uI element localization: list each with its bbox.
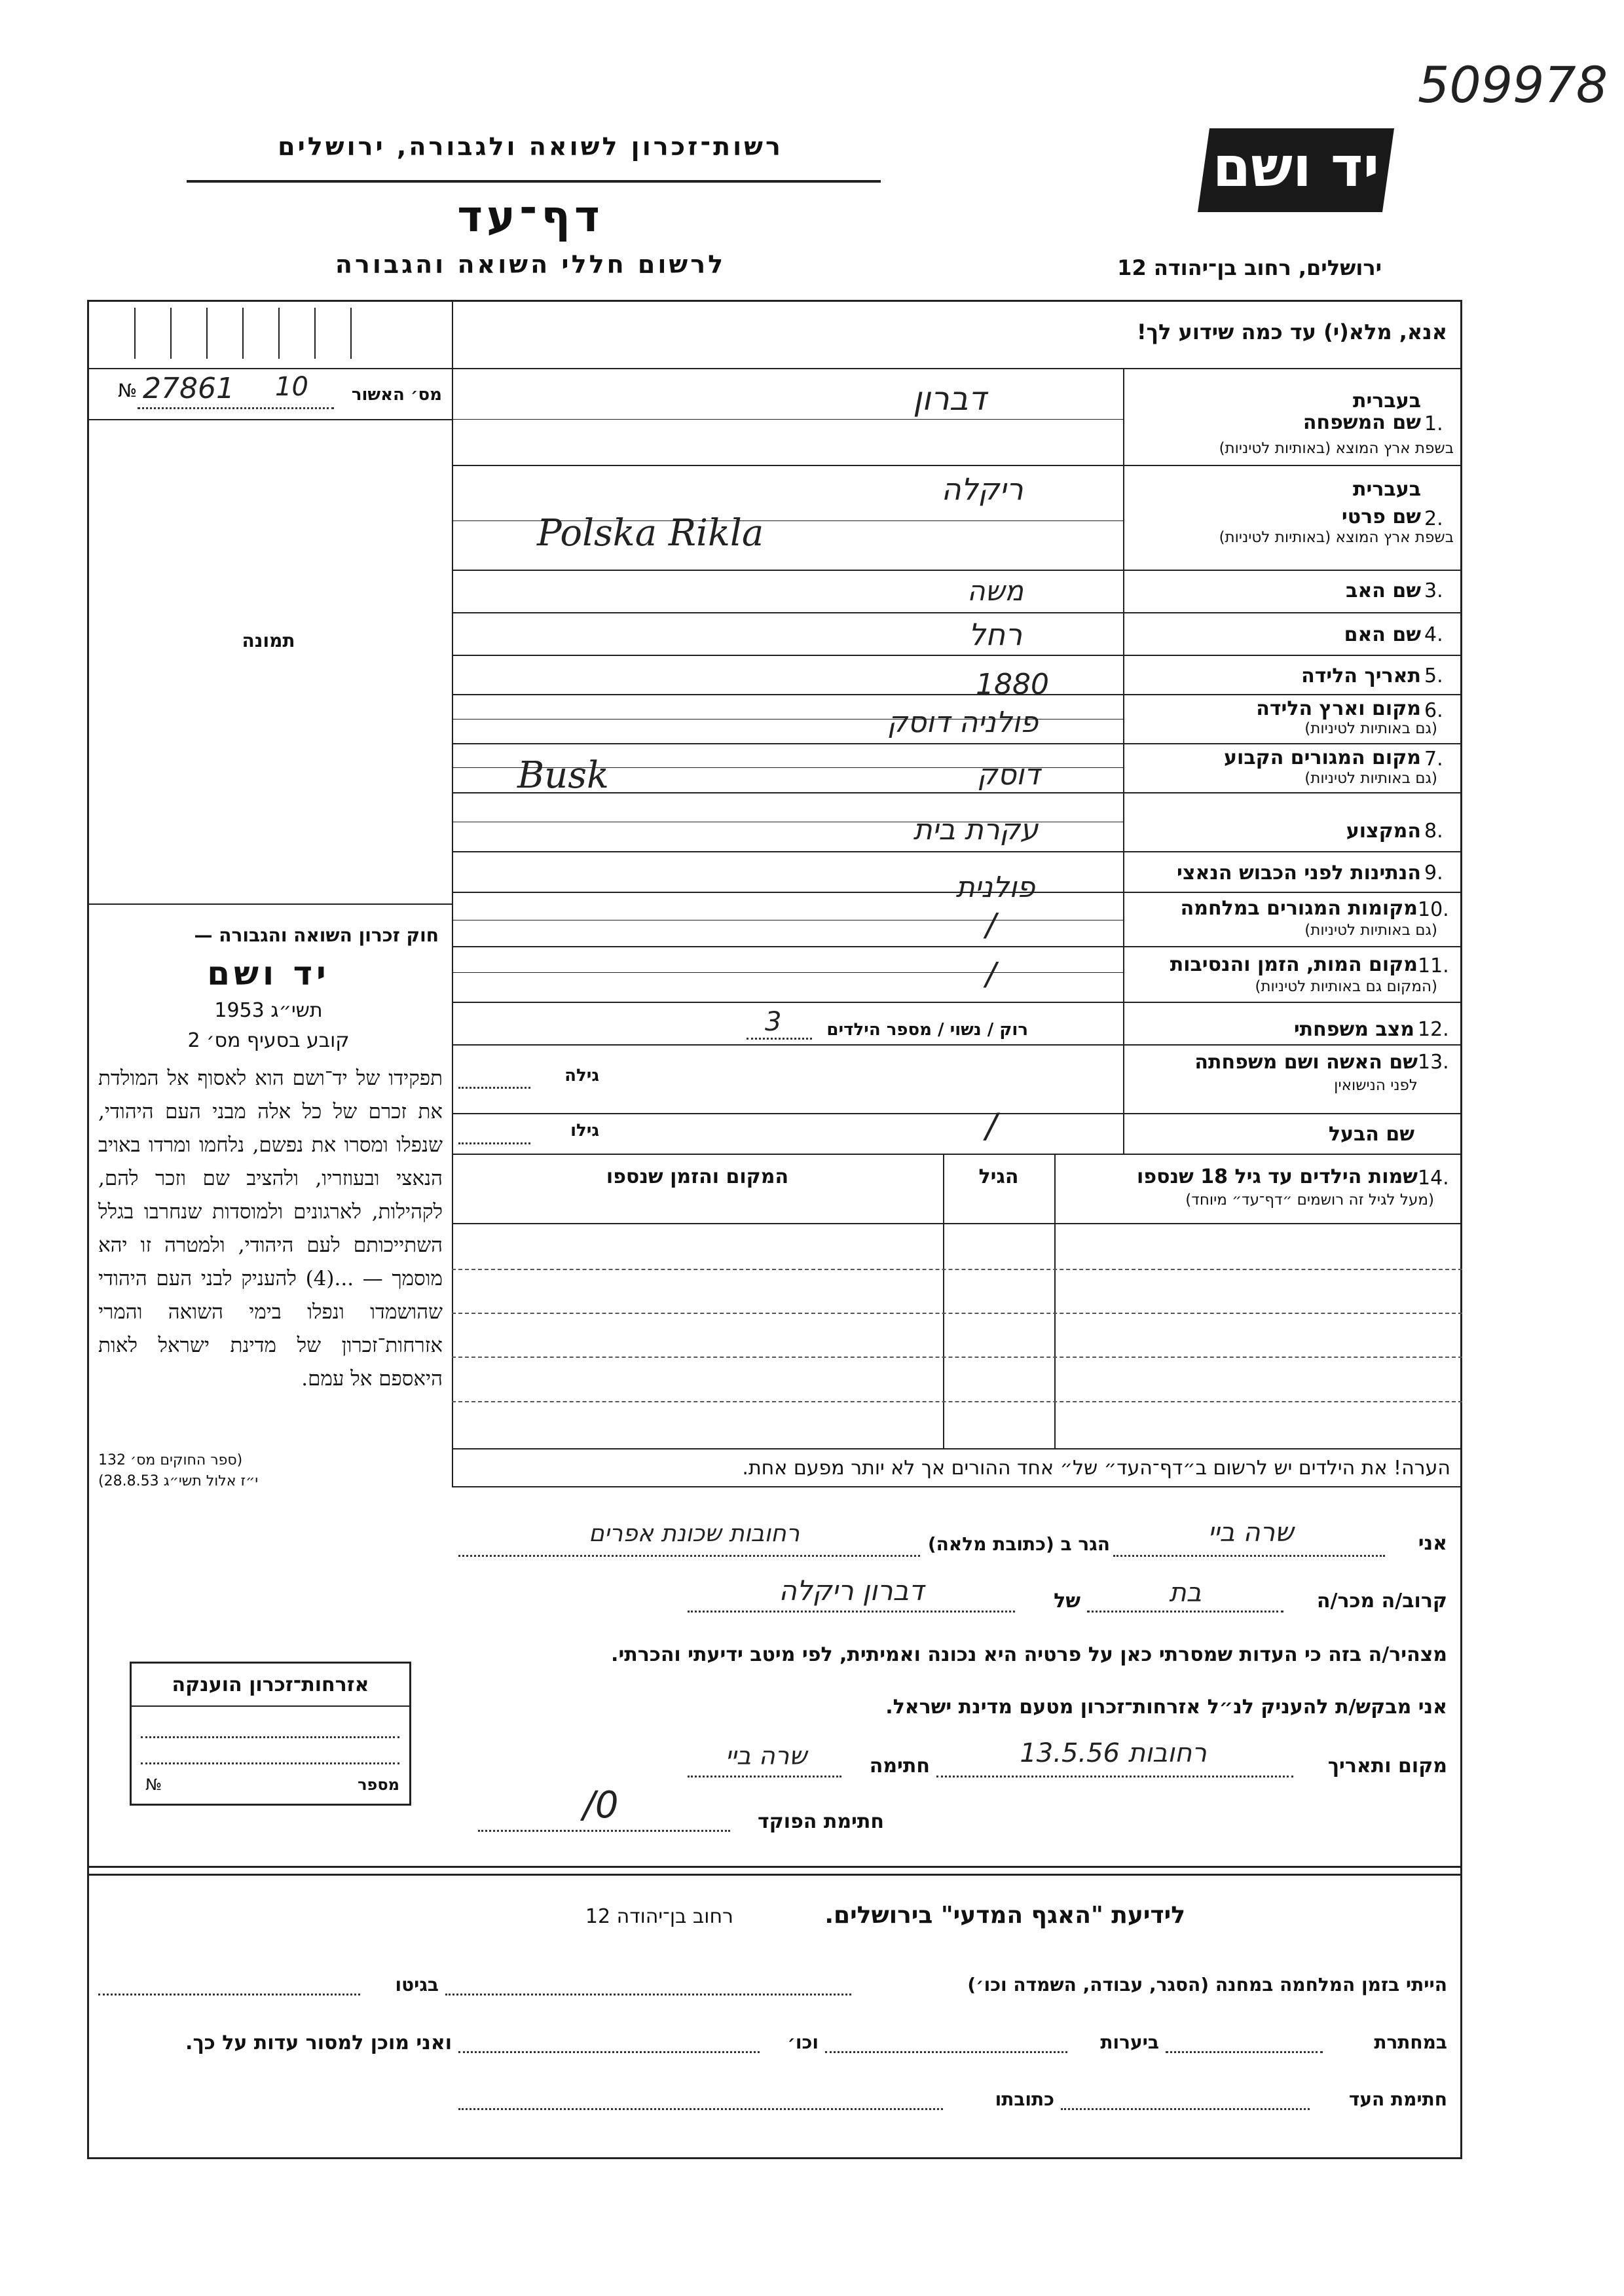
field-10-label: מקומות המגורים במלחמה: [1180, 897, 1418, 920]
underground-label: במחתרת: [1374, 2032, 1447, 2053]
field-13-sub: לפני הנישואין: [1334, 1077, 1418, 1094]
field-9-label: הנתינות לפני הכבוש הנאצי: [1177, 862, 1421, 884]
field-6-value: פולניה דוסק: [887, 706, 1039, 739]
children-title: שמות הילדים עד גיל 18 שנספו: [1137, 1165, 1418, 1188]
field-1-number: 1.: [1424, 412, 1443, 435]
law-section: קובע בסעיף מס׳ 2: [187, 1029, 350, 1052]
law-name: יד ושם: [207, 955, 330, 993]
children-col-2: [1054, 1154, 1056, 1449]
field-8-value: עקרת בית: [913, 813, 1039, 847]
signature-value: שרה ביי: [725, 1741, 807, 1770]
declarant-label: אני: [1418, 1532, 1447, 1555]
header-underline: [187, 180, 881, 183]
law-body: תפקידו של יד־ושם הוא לאסוף אל המולדת את זכרם של כל אלה מבני העם היהודי, שנפלו ומסרו את נפשם, נלחמו ומרדו באויב הנאצי ובעוזריו, ולהציב שם וזכר להם, לקהילות, לארגונים ולמוסדות שנחרבו בגלל השתייכותם לעם היהודי, ולמטרה זו יהא מוסמך — ...(4) להעניק לבני העם היהודי שהושמדו ונפלו בימי השואה והמרי אזרחות־זכרון של מדינת ישראל לאות היאספם אל עמם.: [98, 1066, 443, 1391]
field-10-sub: (גם באותיות לטיניות): [1304, 922, 1437, 939]
field-6-sub: (גם באותיות לטיניות): [1304, 720, 1437, 737]
witness-address-label: כתובתו: [995, 2088, 1054, 2110]
field-11-sub: (המקום גם באותיות לטיניות): [1255, 978, 1437, 995]
law-footnote-2: י״ז אלול תשי״ג 28.8.53): [98, 1473, 259, 1489]
field-12-value: 3: [765, 1007, 782, 1037]
declaration-request: אני מבקש/ת להעניק לנ״ל אזרחות־זכרון מטעם מדינת ישראל.: [885, 1696, 1447, 1719]
relation-value: בת: [1169, 1578, 1202, 1608]
officer-signature-value: /0: [583, 1784, 619, 1827]
field-5-value: 1880: [976, 668, 1049, 701]
bottom-title: לידיעת "האגף המדעי" בירושלים.: [824, 1902, 1185, 1929]
field-5-label: תאריך הלידה: [1301, 665, 1421, 687]
field-3-number: 3.: [1424, 579, 1443, 602]
approval-value: 27861: [143, 372, 234, 405]
approval-value-2: 10: [275, 372, 308, 402]
instruction-text: אנא, מלא(י) עד כמה שידוע לך!: [1136, 319, 1447, 344]
field-9-value: פולנית: [955, 871, 1035, 904]
field-7-number: 7.: [1424, 748, 1443, 771]
bottom-address: רחוב בן־יהודה 12: [585, 1905, 733, 1928]
authority-title: רשות־זכרון לשואה ולגבורה, ירושלים: [278, 132, 783, 161]
camp-line-label: הייתי בזמן המלחמה במחנה (הסגר, עבודה, השמדה וכו׳): [967, 1974, 1447, 1995]
field-3-label: שם האב: [1346, 579, 1421, 602]
field-13-number: 13.: [1418, 1051, 1449, 1074]
field-8-label: המקצוע: [1346, 820, 1421, 843]
field-8-number: 8.: [1424, 820, 1443, 843]
field-2-sub: בשפת ארץ המוצא (באותיות לטיניות): [1219, 529, 1454, 546]
field-6-label: מקום וארץ הלידה: [1256, 697, 1421, 720]
field-13-age-label: גילה: [564, 1066, 599, 1085]
law-year: תשי״ג 1953: [214, 999, 323, 1022]
archive-number: 509978: [1418, 56, 1608, 114]
husband-age-label: גילו: [570, 1121, 599, 1140]
field-1-sub: בשפת ארץ המוצא (באותיות לטיניות): [1219, 440, 1454, 457]
address-label: הגר ב (כתובת מלאה): [927, 1533, 1110, 1555]
form-title: דף־עד: [457, 191, 604, 242]
field-3-value: משה: [967, 575, 1024, 607]
children-age-header: הגיל: [978, 1165, 1019, 1188]
approval-prefix: №: [118, 380, 138, 401]
field-12-label: מצב משפחתי: [1293, 1018, 1414, 1041]
children-number: 14.: [1418, 1167, 1449, 1190]
instruction-line: [87, 368, 1462, 369]
field-10-number: 10.: [1418, 898, 1449, 921]
field-2-latin: Polska Rikla: [537, 512, 764, 555]
field-7-value: דוסק: [977, 758, 1040, 792]
field-7-label: מקום המגורים הקבוע: [1224, 746, 1421, 769]
approval-label: מס׳ האשור: [351, 385, 442, 405]
field-11-number: 11.: [1418, 955, 1449, 977]
of-label: של: [1054, 1590, 1080, 1613]
field-2-number: 2.: [1424, 507, 1443, 530]
citizenship-title: אזרחות־זכרון הוענקה: [172, 1673, 369, 1696]
header-address: ירושלים, רחוב בן־יהודה 12: [1117, 255, 1382, 280]
field-11-value: /: [986, 956, 997, 993]
field-1-value: דברון: [913, 380, 986, 418]
field-11-label: מקום המות, הזמן והנסיבות: [1170, 953, 1418, 976]
field-2-value: ריקלה: [941, 471, 1024, 507]
witness-signature-label: חתימת העד: [1348, 2088, 1447, 2110]
field-7-latin: Busk: [517, 754, 609, 797]
signature-label: חתימה: [869, 1755, 930, 1777]
declaration-statement: מצהיר/ה בזה כי העדות שמסרתי כאן על פרטיה היא נכונה ואמיתית, לפי מיטב ידיעתי והכרתי.: [611, 1643, 1447, 1666]
ghetto-label: בגיטו: [395, 1974, 439, 1995]
logo-text: יד ושם: [1212, 135, 1380, 199]
form-subtitle: לרשום חללי השואה והגבורה: [335, 250, 726, 279]
forests-label: ביערות: [1100, 2032, 1159, 2053]
field-13-label: שם האשה ושם משפחתה: [1194, 1051, 1418, 1074]
citizenship-number-prefix: №: [145, 1776, 162, 1794]
etc-label: וכו׳: [787, 2032, 819, 2053]
children-sub: (מעל לגיל זה רושמים ״דף־עד״ מיוחד): [1185, 1192, 1434, 1209]
relation-label: קרוב/ה מכר/ה: [1316, 1590, 1447, 1613]
field-7-sub: (גם באותיות לטיניות): [1304, 770, 1437, 787]
place-date-value: רחובות 13.5.56: [1020, 1738, 1207, 1768]
field-6-number: 6.: [1424, 699, 1443, 722]
field-4-value: רחל: [968, 617, 1023, 652]
field-4-number: 4.: [1424, 623, 1443, 646]
law-title: חוק זכרון השואה והגבורה —: [194, 924, 439, 946]
field-5-number: 5.: [1424, 665, 1443, 687]
place-date-label: מקום ותאריך: [1327, 1755, 1447, 1777]
field-4-label: שם האם: [1344, 623, 1421, 646]
field-12-number: 12.: [1418, 1018, 1449, 1041]
field-2-label: שם פרטי: [1341, 505, 1421, 528]
of-value: דברון ריקלה: [779, 1575, 924, 1607]
citizenship-number-label: מספר: [358, 1776, 399, 1794]
left-column-divider: [452, 300, 453, 1486]
field-10-value: /: [986, 907, 997, 943]
officer-signature-label: חתימת הפוקד: [758, 1810, 884, 1833]
field-12-options: רוק / נשוי / מספר הילדים: [826, 1020, 1028, 1040]
declarant-value: שרה ביי: [1208, 1518, 1294, 1548]
children-col-1: [943, 1154, 944, 1449]
ready-to-testify: ואני מוכן למסור עדות על כך.: [185, 2032, 452, 2054]
law-footnote-1: (ספר החוקים מס׳ 132: [98, 1452, 243, 1468]
children-place-header: המקום והזמן שנספו: [606, 1165, 789, 1188]
photo-label: תמונה: [242, 630, 295, 651]
address-value: רחובות שכונת אפרים: [588, 1520, 800, 1547]
label-column-divider: [1123, 368, 1124, 1154]
children-note: הערה! את הילדים יש לרשום ב״דף־העד״ של״ אחד ההורים אך לא יותר מפעם אחת.: [742, 1457, 1450, 1480]
field-1-hebrew-label: בעברית: [1353, 390, 1421, 412]
field-2-hebrew-label: בעברית: [1353, 478, 1421, 501]
husband-label: שם הבעל: [1328, 1123, 1414, 1146]
husband-value: /: [986, 1106, 997, 1146]
field-1-label: שם המשפחה: [1302, 411, 1421, 434]
field-9-number: 9.: [1424, 862, 1443, 884]
